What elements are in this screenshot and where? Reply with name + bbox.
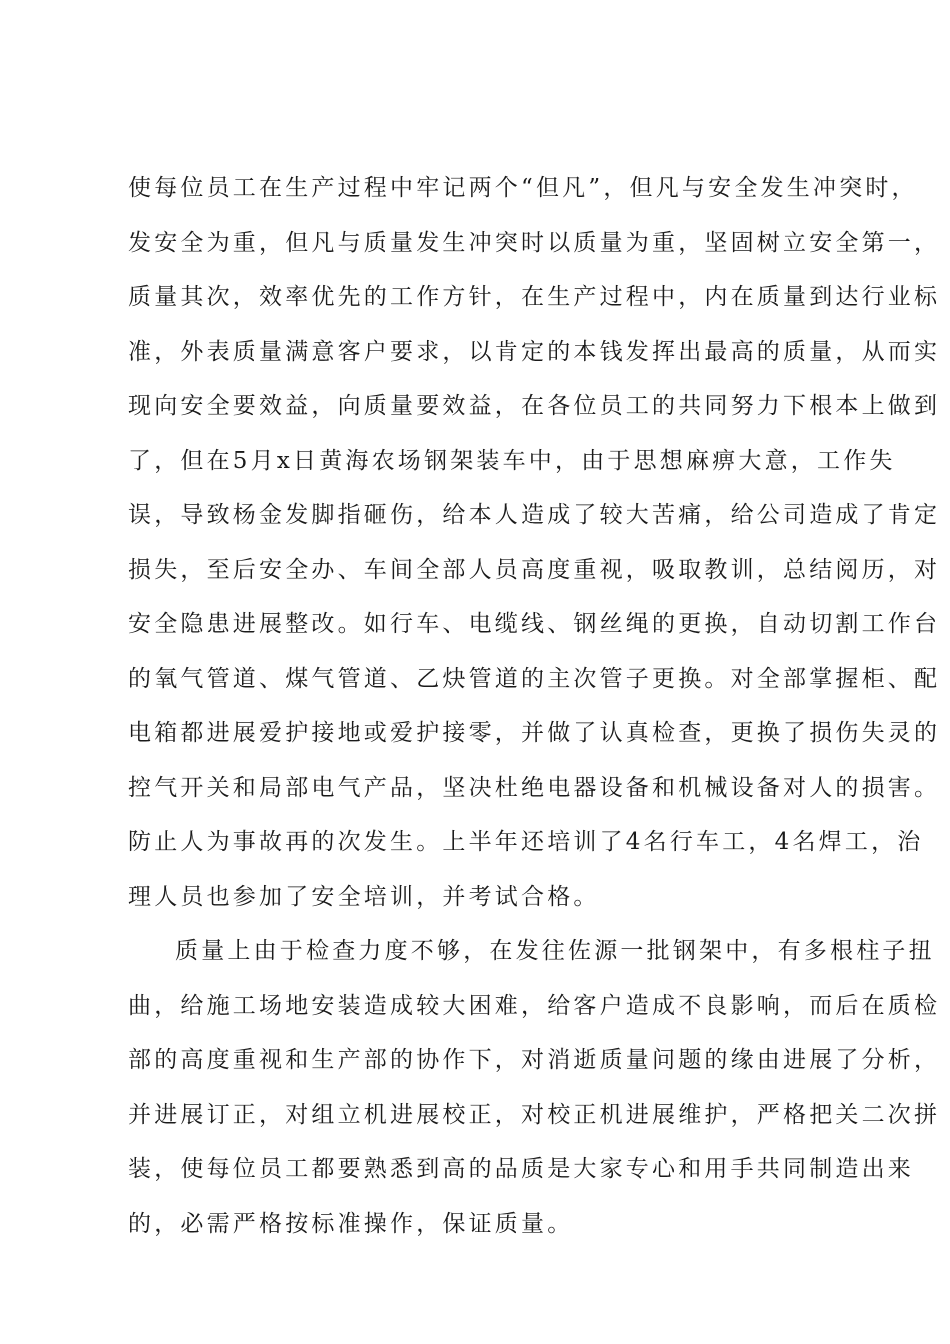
text-line: 曲，给施工场地安装造成较大困难，给客户造成不良影响，而后在质检 [128, 992, 941, 1019]
text-line: 部的高度重视和生产部的协作下，对消逝质量问题的缘由进展了分析， [128, 1047, 941, 1073]
text-line: 控气开关和局部电气产品，坚决杜绝电器设备和机械设备对人的损害。 [128, 774, 941, 801]
text-line: 并进展订正，对组立机进展校正，对校正机进展维护，严格把关二次拼 [128, 1101, 941, 1128]
text-line: 损失，至后安全办、车间全部人员高度重视，吸取教训，总结阅历，对 [128, 556, 941, 583]
text-line: 质量上由于检查力度不够，在发往佐源一批钢架中，有多根柱子扭 [175, 938, 935, 964]
document-body [128, 161, 941, 1251]
paragraph-safety [128, 161, 941, 924]
text-line: 质量其次，效率优先的工作方针，在生产过程中，内在质量到达行业标 [128, 284, 941, 310]
text-line: 使每位员工在生产过程中牢记两个“但凡”，但凡与安全发生冲突时， [128, 175, 918, 201]
text-line: 现向安全要效益，向质量要效益，在各位员工的共同努力下根本上做到 [128, 393, 941, 419]
text-line: 防止人为事故再的次发生。上半年还培训了4名行车工，4名焊工，治 [128, 829, 924, 855]
paragraph-quality [128, 924, 941, 1251]
text-line: 理人员也参加了安全培训，并考试合格。 [128, 883, 600, 910]
text-line: 了，但在5月x日黄海农场钢架装车中，由于思想麻痹大意，工作失 [128, 447, 896, 474]
text-line: 发安全为重，但凡与质量发生冲突时以质量为重，坚固树立安全第一， [128, 229, 941, 256]
text-line: 准，外表质量满意客户要求，以肯定的本钱发挥出最高的质量，从而实 [128, 338, 941, 365]
text-line: 的氧气管道、煤气管道、乙炔管道的主次管子更换。对全部掌握柜、配 [128, 665, 941, 692]
text-line: 安全隐患进展整改。如行车、电缆线、钢丝绳的更换，自动切割工作台 [128, 611, 941, 637]
text-line: 装，使每位员工都要熟悉到高的品质是大家专心和用手共同制造出来 [128, 1156, 914, 1182]
text-line: 误，导致杨金发脚指砸伤，给本人造成了较大苦痛，给公司造成了肯定 [128, 502, 941, 528]
text-line: 的，必需严格按标准操作，保证质量。 [128, 1210, 574, 1237]
text-line: 电箱都进展爱护接地或爱护接零，并做了认真检查，更换了损伤失灵的 [128, 720, 941, 746]
